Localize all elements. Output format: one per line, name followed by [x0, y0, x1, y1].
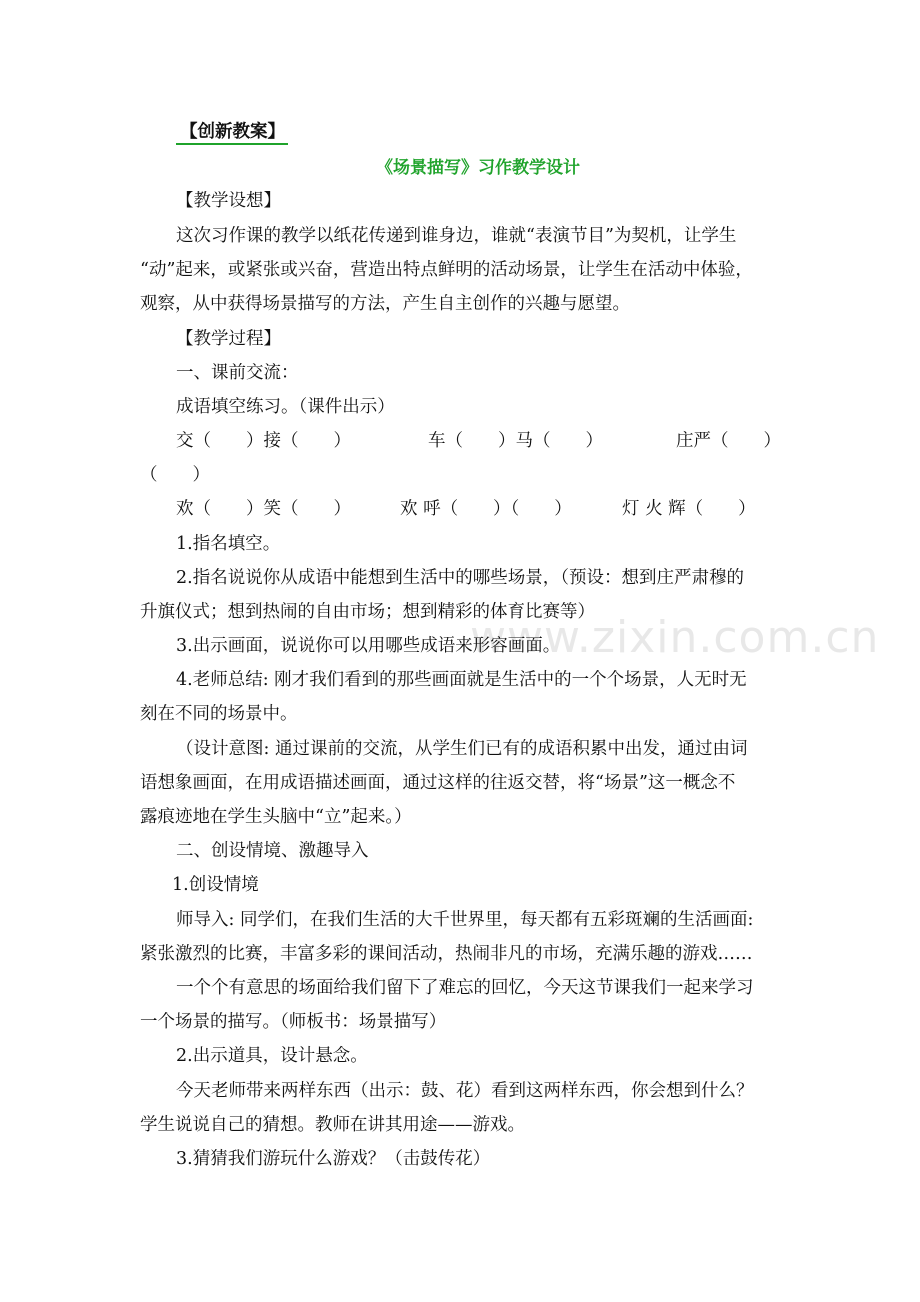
innovation-tag — [176, 120, 288, 144]
step-2-line: 2.指名说说你从成语中能想到生活中的哪些场景，（预设：想到庄严肃穆的 — [176, 568, 744, 588]
document-title: 《场景描写》习作教学设计 — [376, 158, 580, 178]
idiom-blank: 车（ ）马（ ） — [428, 431, 603, 451]
idea-paragraph-line: 这次习作课的教学以纸花传递到谁身边，谁就“表演节目”为契机，让学生 — [176, 226, 737, 246]
subsection-3-heading: 3.猜猜我们游玩什么游戏？（击鼓传花） — [176, 1149, 491, 1169]
step-4-line: 刻在不同的场景中。 — [140, 704, 298, 724]
innovation-tag-label: 【创新教案】 — [180, 122, 285, 142]
section-two-heading: 二、创设情境、激趣导入 — [176, 841, 369, 861]
step-3: 3.出示画面，说说你可以用哪些成语来形容画面。 — [176, 636, 561, 656]
idiom-exercise-label: 成语填空练习。（课件出示） — [176, 397, 395, 417]
tag-underline — [176, 143, 288, 145]
intro-line: 一个场景的描写。（师板书：场景描写） — [140, 1012, 447, 1032]
subsection-1-heading: 1.创设情境 — [172, 875, 259, 895]
intro-line: 一个个有意思的场面给我们留下了难忘的回忆，今天这节课我们一起来学习 — [176, 978, 754, 998]
idiom-blank: 灯 火 辉（ ） — [622, 499, 756, 519]
idiom-blank: 庄严（ ） — [676, 431, 781, 451]
intro-line: 紧张激烈的比赛，丰富多彩的课间活动，热闹非凡的市场，充满乐趣的游戏…… — [140, 944, 753, 964]
design-intent-line: 露痕迹地在学生头脑中“立”起来。） — [140, 807, 412, 827]
idea-paragraph-line: 观察，从中获得场景描写的方法，产生自主创作的兴趣与愿望。 — [140, 294, 630, 314]
idea-heading: 【教学设想】 — [176, 191, 281, 211]
step-1: 1.指名填空。 — [176, 534, 281, 554]
subsection-2-heading: 2.出示道具，设计悬念。 — [176, 1046, 368, 1066]
design-intent-line: 语想象画面，在用成语描述画面，通过这样的往返交替，将“场景”这一概念不 — [140, 773, 736, 793]
idiom-blank: 欢 呼（ ）（ ） — [400, 499, 572, 519]
idiom-blank: （ ） — [140, 465, 210, 485]
idiom-blank: 欢（ ）笑（ ） — [176, 499, 351, 519]
step-2-line: 升旗仪式；想到热闹的自由市场；想到精彩的体育比赛等） — [140, 602, 595, 622]
design-intent-line: （设计意图: 通过课前的交流，从学生们已有的成语积累中出发，通过由词 — [176, 739, 748, 759]
idea-paragraph-line: “动”起来，或紧张或兴奋，营造出特点鲜明的活动场景，让学生在活动中体验， — [140, 260, 753, 280]
props-line: 今天老师带来两样东西（出示：鼓、花）看到这两样东西，你会想到什么？ — [176, 1081, 754, 1101]
process-heading: 【教学过程】 — [176, 329, 281, 349]
intro-line: 师导入: 同学们，在我们生活的大千世界里，每天都有五彩斑斓的生活画面: — [176, 910, 754, 930]
props-line: 学生说说自己的猜想。教师在讲其用途——游戏。 — [140, 1115, 525, 1135]
watermark: www.zixin.com.cn — [470, 612, 880, 663]
step-4-line: 4.老师总结: 刚才我们看到的那些画面就是生活中的一个个场景，人无时无 — [176, 670, 747, 690]
section-one-heading: 一、课前交流： — [176, 363, 299, 383]
idiom-blank: 交（ ）接（ ） — [176, 431, 351, 451]
